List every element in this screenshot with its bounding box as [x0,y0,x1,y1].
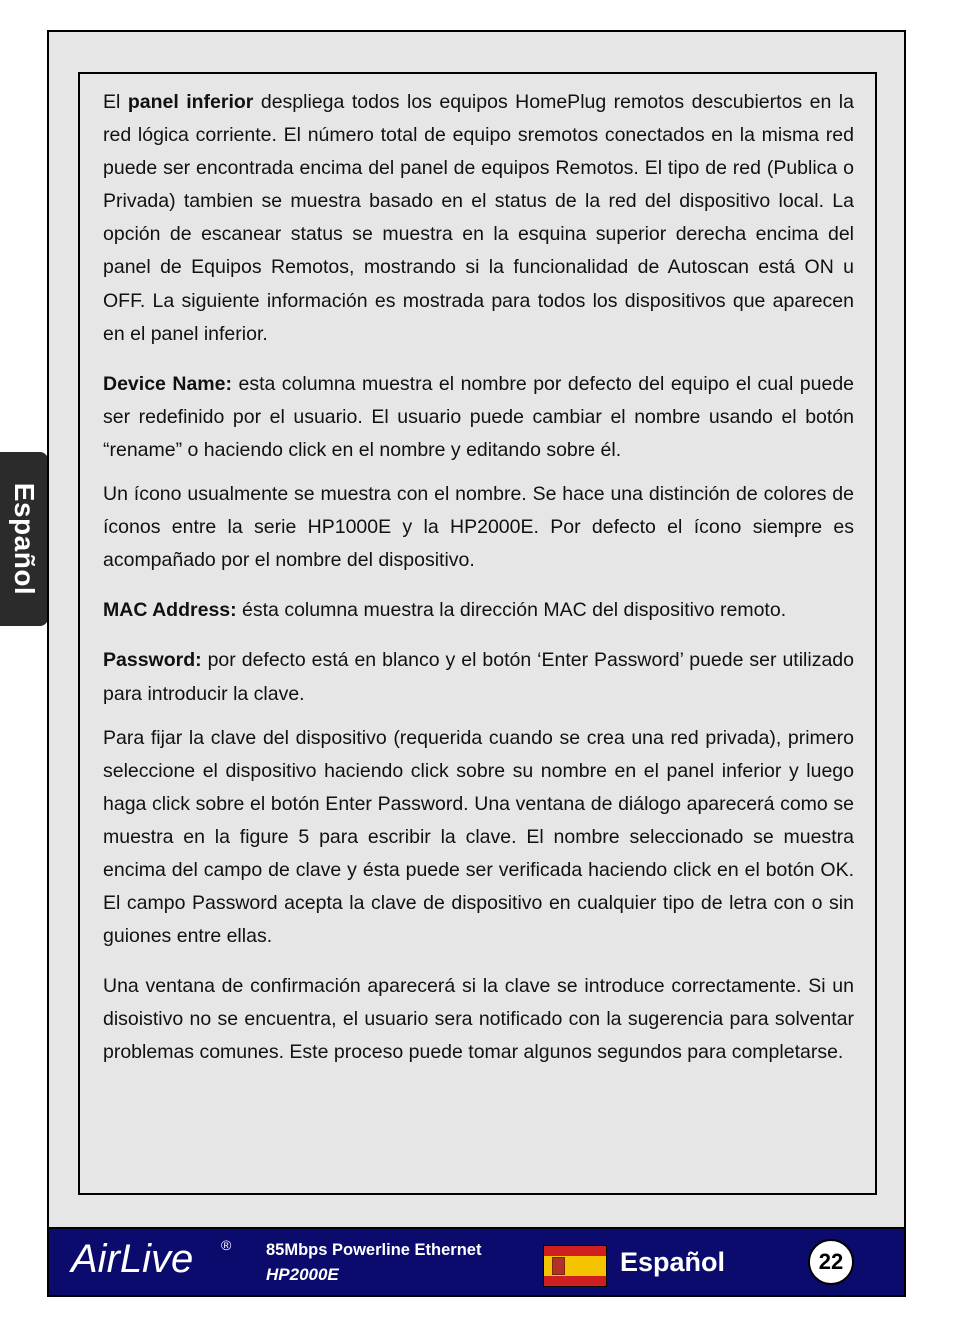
term-panel-inferior: panel inferior [127,91,254,113]
paragraph-password: Password: por defecto está en blanco y el botón ‘Enter Password’ puede ser utilizado para introducir la clave. [103,649,854,705]
term-device-name: Device Name: [103,372,232,395]
spain-flag-icon [543,1245,607,1287]
term-mac-address: MAC Address: [103,599,237,622]
product-model: HP2000E [266,1265,339,1284]
document-body [103,86,854,1070]
paragraph-mac-address: MAC Address: ésta columna muestra la dirección MAC del dispositivo remoto. [103,599,787,622]
page-number-badge: 22 [808,1239,854,1285]
side-language-label: Español [9,482,40,596]
paragraph-set-password: Para fijar la clave del dispositivo (requerida cuando se crea una red privada), primero seleccione el dispositivo haciendo click sobre su nombre en el panel inferior y luego haga click sobre el botón Enter Password. Una ventana de diálogo aparecerá como se muestra en la figure 5 para escribir la clave. El nombre seleccionado se muestra encima del campo de clave y ésta puede ser verificada haciendo click en el botón OK. El campo Password acepta la clave de dispositivo en cualquier tipo de letra con o sin guiones entre ellas. [103,726,854,948]
airlive-logo: AirLive [71,1237,194,1281]
registered-mark: ® [221,1237,232,1253]
product-line: 85Mbps Powerline Ethernet [266,1241,482,1259]
paragraph-confirmation: Una ventana de confirmación aparecerá si la clave se introduce correctamente. Si un disoistivo no se encuentra, el usuario sera notificado con la sugerencia para solventar problemas comunes. Este proceso puede tomar algunos segundos para completarse. [103,975,854,1064]
paragraph-icon: Un ícono usualmente se muestra con el nombre. Se hace una distinción de colores de íconos entre la serie HP1000E y la HP2000E. Por defecto el ícono siempre es acompañado por el nombre del dispositivo. [103,483,854,572]
footer-language-label: Español [620,1247,726,1277]
paragraph-panel-inferior: El panel inferior despliega todos los equipos HomePlug remotos descubiertos en la red lógica corriente. El número total de equipo sremotos conectados en la misma red puede ser encontrada encima del panel de equipos Remotos. El tipo de red (Publica o Privada) tambien se muestra basado en el status de la red del dispositivo local. La opción de escanear status se muestra en la esquina superior derecha encima del panel de Equipos Remotos, mostrando si la funcionalidad de Autoscan está ON u OFF. La siguiente información es mostrada para todos los dispositivos que aparecen en el panel inferior. [103,91,854,345]
footer-bar [47,1227,906,1297]
paragraph-device-name: Device Name: esta columna muestra el nombre por defecto del equipo el cual puede ser redefinido por el usuario. El usuario puede cambiar el nombre usando el botón “rename” o haciendo click en el nombre y editando sobre él. [103,372,855,461]
side-language-tab [0,452,48,626]
term-password: Password: [103,649,202,672]
